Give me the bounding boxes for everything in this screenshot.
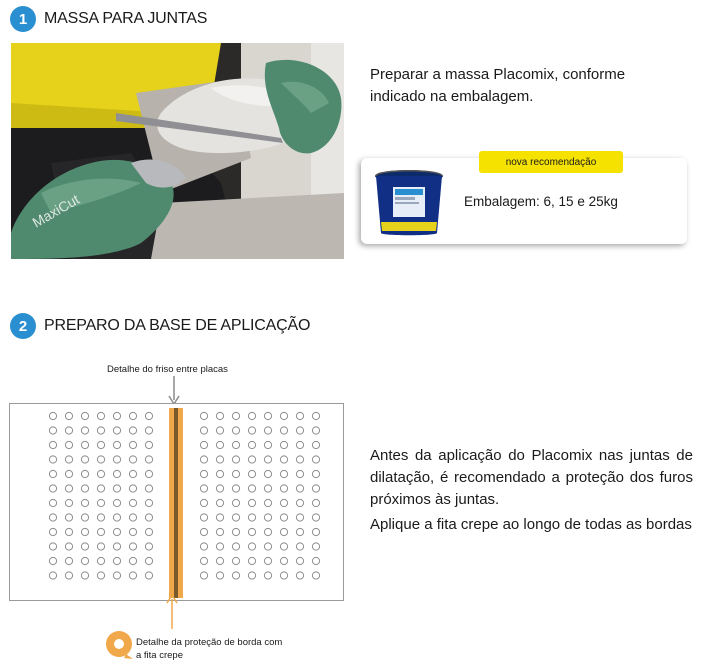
perforation-hole bbox=[145, 441, 152, 448]
perforation-hole bbox=[129, 514, 136, 521]
perforation-hole bbox=[200, 543, 207, 550]
perforation-hole bbox=[200, 485, 207, 492]
perforation-hole bbox=[248, 557, 255, 564]
perforation-hole bbox=[232, 485, 239, 492]
perforation-hole bbox=[65, 572, 72, 579]
perforation-hole bbox=[81, 441, 88, 448]
perforation-hole bbox=[232, 543, 239, 550]
perforation-hole bbox=[81, 528, 88, 535]
perforation-hole bbox=[312, 412, 319, 419]
tape-paragraph: Aplique a fita crepe ao longo de todas as bordas bbox=[370, 516, 692, 533]
perforation-hole bbox=[312, 572, 319, 579]
perforation-hole bbox=[49, 499, 56, 506]
perforation-hole bbox=[216, 499, 223, 506]
perforation-hole bbox=[216, 528, 223, 535]
perforation-hole bbox=[49, 427, 56, 434]
perforation-hole bbox=[280, 412, 287, 419]
perforation-hole bbox=[312, 427, 319, 434]
svg-text:MaxiCut: MaxiCut bbox=[29, 191, 82, 231]
perforation-hole bbox=[296, 557, 303, 564]
perforation-hole bbox=[65, 543, 72, 550]
bottom-callout-label bbox=[136, 636, 282, 662]
tape-roll-icon bbox=[104, 628, 134, 660]
perforation-hole bbox=[97, 572, 104, 579]
perforation-hole bbox=[129, 543, 136, 550]
perforation-hole bbox=[248, 543, 255, 550]
perforation-hole bbox=[296, 499, 303, 506]
perforation-hole bbox=[200, 514, 207, 521]
perforation-hole bbox=[248, 528, 255, 535]
step-2-badge: 2 bbox=[10, 313, 36, 339]
perforation-hole bbox=[97, 441, 104, 448]
perforation-hole bbox=[200, 528, 207, 535]
perforation-hole bbox=[232, 514, 239, 521]
perforation-hole bbox=[312, 499, 319, 506]
perforation-hole bbox=[129, 470, 136, 477]
perforation-hole bbox=[280, 470, 287, 477]
perforation-hole bbox=[129, 485, 136, 492]
perforation-hole bbox=[97, 427, 104, 434]
perforation-hole bbox=[232, 427, 239, 434]
perforation-hole bbox=[232, 412, 239, 419]
perforation-hole bbox=[312, 557, 319, 564]
perforation-hole bbox=[312, 441, 319, 448]
section-2-title: PREPARO DA BASE DE APLICAÇÃO bbox=[44, 317, 311, 334]
perforation-hole bbox=[49, 528, 56, 535]
perforation-hole bbox=[81, 572, 88, 579]
perforation-hole bbox=[145, 499, 152, 506]
perforation-hole bbox=[280, 514, 287, 521]
perforation-hole bbox=[248, 412, 255, 419]
perforation-hole bbox=[97, 485, 104, 492]
perforation-hole bbox=[129, 528, 136, 535]
perforation-hole bbox=[200, 412, 207, 419]
perforation-hole bbox=[145, 412, 152, 419]
drywall-panel-diagram bbox=[9, 403, 344, 601]
perforation-hole bbox=[296, 456, 303, 463]
perforation-hole bbox=[81, 456, 88, 463]
perforation-hole bbox=[49, 412, 56, 419]
perforation-hole bbox=[296, 441, 303, 448]
perforation-hole bbox=[200, 557, 207, 564]
perforation-hole bbox=[113, 514, 120, 521]
perforation-hole bbox=[232, 470, 239, 477]
perforation-hole bbox=[65, 427, 72, 434]
perforation-hole bbox=[145, 514, 152, 521]
perforation-hole bbox=[296, 572, 303, 579]
perforation-hole bbox=[129, 499, 136, 506]
perforation-hole bbox=[65, 412, 72, 419]
perforation-hole bbox=[232, 528, 239, 535]
perforation-hole bbox=[97, 412, 104, 419]
perforation-hole bbox=[81, 557, 88, 564]
perforation-hole bbox=[49, 485, 56, 492]
perforation-hole bbox=[264, 470, 271, 477]
perforation-hole bbox=[65, 528, 72, 535]
perforation-hole bbox=[65, 470, 72, 477]
bucket-icon bbox=[373, 167, 445, 239]
perforation-hole bbox=[49, 557, 56, 564]
perforation-hole bbox=[232, 456, 239, 463]
perforation-hole bbox=[113, 485, 120, 492]
perforation-hole bbox=[216, 427, 223, 434]
perforation-hole bbox=[264, 514, 271, 521]
perforation-hole bbox=[65, 441, 72, 448]
bottom-callout-line-2: a fita crepe bbox=[136, 650, 183, 661]
perforation-hole bbox=[65, 499, 72, 506]
perforation-hole bbox=[145, 528, 152, 535]
perforation-hole bbox=[81, 543, 88, 550]
perforation-hole bbox=[264, 572, 271, 579]
perforation-hole bbox=[232, 572, 239, 579]
perforation-hole bbox=[280, 456, 287, 463]
step-1-badge: 1 bbox=[10, 6, 36, 32]
packaging-text: Embalagem: 6, 15 e 25kg bbox=[464, 194, 618, 209]
perforation-hole bbox=[113, 412, 120, 419]
perforation-hole bbox=[296, 485, 303, 492]
perforation-hole bbox=[65, 456, 72, 463]
perforation-hole bbox=[200, 572, 207, 579]
perforation-hole bbox=[312, 514, 319, 521]
perforation-hole bbox=[280, 427, 287, 434]
perforation-hole bbox=[312, 485, 319, 492]
perforation-hole bbox=[264, 412, 271, 419]
perforation-hole bbox=[248, 427, 255, 434]
top-callout-arrow bbox=[168, 376, 180, 406]
top-callout-label: Detalhe do friso entre placas bbox=[107, 364, 228, 375]
perforation-hole bbox=[216, 456, 223, 463]
perforation-hole bbox=[65, 557, 72, 564]
perforation-hole bbox=[49, 470, 56, 477]
joint-gap bbox=[174, 408, 178, 598]
perforation-hole bbox=[280, 528, 287, 535]
perforation-hole bbox=[129, 557, 136, 564]
perforation-hole bbox=[216, 441, 223, 448]
perforation-hole bbox=[264, 557, 271, 564]
perforation-hole bbox=[280, 557, 287, 564]
perforation-hole bbox=[296, 412, 303, 419]
perforation-hole bbox=[200, 427, 207, 434]
perforation-hole bbox=[248, 456, 255, 463]
perforation-hole bbox=[97, 557, 104, 564]
perforation-hole bbox=[264, 485, 271, 492]
perforation-hole bbox=[65, 485, 72, 492]
perforation-hole bbox=[81, 412, 88, 419]
perforation-hole bbox=[129, 456, 136, 463]
perforation-hole bbox=[296, 543, 303, 550]
perforation-hole bbox=[81, 427, 88, 434]
perforation-hole bbox=[248, 514, 255, 521]
perforation-hole bbox=[49, 441, 56, 448]
perforation-hole bbox=[200, 441, 207, 448]
perforation-hole bbox=[248, 499, 255, 506]
perforation-hole bbox=[264, 427, 271, 434]
perforation-hole bbox=[312, 456, 319, 463]
perforation-hole bbox=[216, 470, 223, 477]
perforation-hole bbox=[145, 470, 152, 477]
perforation-hole bbox=[113, 572, 120, 579]
perforation-hole bbox=[312, 470, 319, 477]
product-bucket-image bbox=[373, 167, 445, 239]
perforation-hole bbox=[280, 485, 287, 492]
perforation-hole bbox=[264, 441, 271, 448]
perforation-hole bbox=[113, 427, 120, 434]
perforation-hole bbox=[248, 470, 255, 477]
perforation-hole bbox=[280, 572, 287, 579]
perforation-hole bbox=[248, 572, 255, 579]
perforation-hole bbox=[296, 528, 303, 535]
perforation-hole bbox=[200, 470, 207, 477]
perforation-hole bbox=[97, 543, 104, 550]
perforation-hole bbox=[280, 543, 287, 550]
perforation-hole bbox=[200, 499, 207, 506]
perforation-hole bbox=[296, 514, 303, 521]
perforation-hole bbox=[113, 557, 120, 564]
perforation-hole bbox=[216, 514, 223, 521]
perforation-hole bbox=[264, 528, 271, 535]
perforation-hole bbox=[216, 485, 223, 492]
worker-photo bbox=[11, 43, 344, 259]
perforation-hole bbox=[81, 485, 88, 492]
perforation-hole bbox=[97, 456, 104, 463]
perforation-hole bbox=[145, 543, 152, 550]
perforation-hole bbox=[312, 528, 319, 535]
perforation-hole bbox=[97, 528, 104, 535]
perforation-hole bbox=[65, 514, 72, 521]
perforation-hole bbox=[49, 572, 56, 579]
perforation-hole bbox=[216, 572, 223, 579]
perforation-hole bbox=[81, 514, 88, 521]
perforation-hole bbox=[232, 499, 239, 506]
perforation-hole bbox=[264, 499, 271, 506]
perforation-hole bbox=[113, 456, 120, 463]
perforation-hole bbox=[216, 543, 223, 550]
perforation-hole bbox=[145, 427, 152, 434]
bottom-callout-arrow bbox=[166, 593, 178, 629]
perforation-hole bbox=[296, 427, 303, 434]
perforation-hole bbox=[232, 441, 239, 448]
instruction-text: Preparar a massa Placomix, conforme indicado na embalagem. bbox=[370, 66, 626, 105]
perforation-hole bbox=[97, 514, 104, 521]
perforation-hole bbox=[200, 456, 207, 463]
perforation-hole bbox=[264, 543, 271, 550]
bottom-callout-line-1: Detalhe da proteção de borda com bbox=[136, 637, 283, 648]
perforation-hole bbox=[216, 557, 223, 564]
perforation-hole bbox=[97, 470, 104, 477]
perforation-hole bbox=[216, 412, 223, 419]
perforation-hole bbox=[113, 499, 120, 506]
perforation-hole bbox=[129, 441, 136, 448]
perforation-hole bbox=[113, 528, 120, 535]
perforation-hole bbox=[81, 470, 88, 477]
perforation-hole bbox=[97, 499, 104, 506]
perforation-hole bbox=[129, 412, 136, 419]
perforation-hole bbox=[248, 485, 255, 492]
perforation-hole bbox=[145, 572, 152, 579]
perforation-hole bbox=[145, 456, 152, 463]
perforation-hole bbox=[145, 557, 152, 564]
perforation-hole bbox=[49, 543, 56, 550]
perforation-hole bbox=[248, 441, 255, 448]
perforation-hole bbox=[145, 485, 152, 492]
section-1-title: MASSA PARA JUNTAS bbox=[44, 10, 208, 27]
perforation-hole bbox=[113, 543, 120, 550]
perforation-hole bbox=[129, 572, 136, 579]
perforation-hole bbox=[113, 470, 120, 477]
perforation-hole bbox=[280, 499, 287, 506]
perforation-hole bbox=[312, 543, 319, 550]
perforation-hole bbox=[49, 456, 56, 463]
perforation-hole bbox=[280, 441, 287, 448]
perforation-hole bbox=[81, 499, 88, 506]
perforation-hole bbox=[129, 427, 136, 434]
perforation-hole bbox=[296, 470, 303, 477]
perforation-hole bbox=[264, 456, 271, 463]
perforation-hole bbox=[49, 514, 56, 521]
perforation-hole bbox=[232, 557, 239, 564]
worker-photo-illustration bbox=[11, 43, 344, 259]
perforation-hole bbox=[113, 441, 120, 448]
protection-paragraph: Antes da aplicação do Placomix nas juntas de dilatação, é recomendado a proteção dos furos próximos às juntas. bbox=[370, 447, 693, 508]
new-recommendation-badge: nova recomendação bbox=[479, 151, 623, 173]
